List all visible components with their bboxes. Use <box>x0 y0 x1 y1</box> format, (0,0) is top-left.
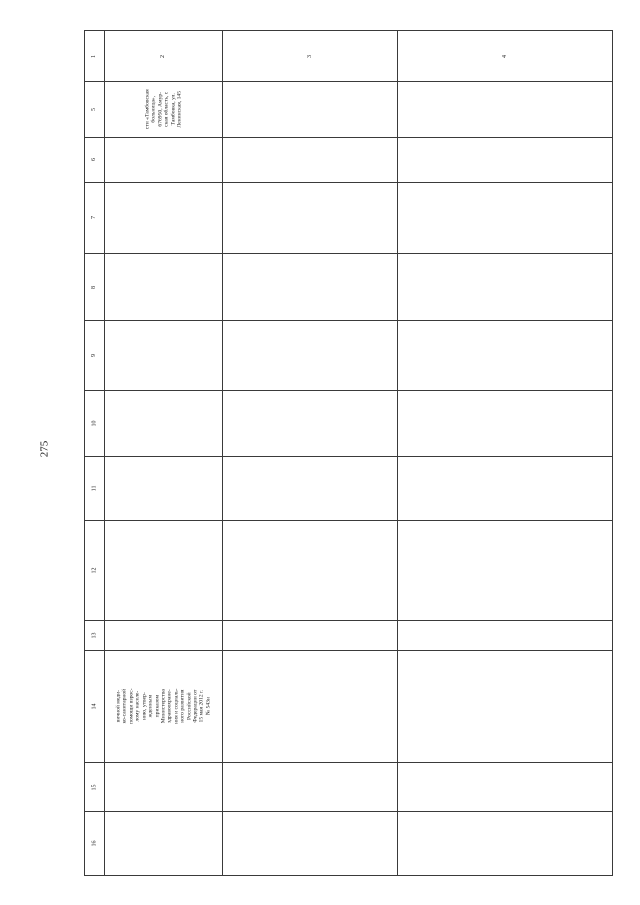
column-number-cell: 16 <box>85 812 105 876</box>
empty-cell <box>223 182 398 253</box>
table-row <box>85 650 613 763</box>
column-number-cell: 8 <box>85 253 105 320</box>
table-row <box>85 621 613 650</box>
column-number-cell: 3 <box>223 31 398 82</box>
column-number-cell: 13 <box>85 621 105 650</box>
column-number-cell: 9 <box>85 321 105 391</box>
table-row <box>85 137 613 182</box>
column-number-cell: 11 <box>85 457 105 521</box>
empty-cell <box>398 390 613 456</box>
page-number: 275 <box>38 440 50 458</box>
empty-cell <box>398 763 613 812</box>
empty-cell <box>223 82 398 137</box>
empty-cell <box>223 650 398 763</box>
empty-cell <box>398 82 613 137</box>
empty-cell <box>223 763 398 812</box>
column-number-cell: 14 <box>85 650 105 763</box>
empty-cell <box>398 182 613 253</box>
column-number-cell: 6 <box>85 137 105 182</box>
empty-cell <box>105 390 223 456</box>
empty-cell <box>105 253 223 320</box>
empty-cell <box>105 182 223 253</box>
empty-cell <box>398 650 613 763</box>
column-number-cell: 4 <box>398 31 613 82</box>
empty-cell <box>105 621 223 650</box>
table-row <box>85 321 613 391</box>
table-row <box>85 182 613 253</box>
carry-over-org-cell: сти «Тамбовская больница», 676950, Амур- ская область, с Тамбовка, ул. Ленинская, 145 <box>105 82 223 137</box>
column-number-cell: 12 <box>85 520 105 620</box>
empty-cell <box>223 253 398 320</box>
empty-cell <box>398 520 613 620</box>
empty-cell <box>398 321 613 391</box>
empty-cell <box>223 137 398 182</box>
empty-cell <box>398 621 613 650</box>
empty-cell <box>105 812 223 876</box>
column-number-row <box>85 31 613 82</box>
empty-cell <box>398 137 613 182</box>
column-number-cell: 5 <box>85 82 105 137</box>
empty-cell <box>105 321 223 391</box>
table-row <box>85 812 613 876</box>
column-number-cell: 15 <box>85 763 105 812</box>
empty-cell <box>105 457 223 521</box>
table-row <box>85 390 613 456</box>
empty-cell <box>223 390 398 456</box>
table-row <box>85 253 613 320</box>
table-row <box>85 520 613 620</box>
empty-cell <box>105 137 223 182</box>
column-number-cell: 10 <box>85 390 105 456</box>
empty-cell <box>105 763 223 812</box>
register-table <box>84 30 613 876</box>
empty-cell <box>398 812 613 876</box>
column-number-cell: 7 <box>85 182 105 253</box>
empty-cell <box>223 621 398 650</box>
table-row <box>85 763 613 812</box>
empty-cell <box>398 253 613 320</box>
empty-cell <box>223 520 398 620</box>
empty-cell <box>398 457 613 521</box>
empty-cell <box>105 520 223 620</box>
carry-over-normative-cell: вичной меди- ко-санитарной помощи взрос- лому населе- нию, утвер- жденным приказом Министерства здравоохране- ния и социаль- ного развития Российской Федерации от 15 мая 2012 г. № 543н <box>105 650 223 763</box>
column-number-cell: 1 <box>85 31 105 82</box>
table-row <box>85 457 613 521</box>
empty-cell <box>223 812 398 876</box>
empty-cell <box>223 457 398 521</box>
empty-cell <box>223 321 398 391</box>
table-row <box>85 82 613 137</box>
column-number-cell: 2 <box>105 31 223 82</box>
